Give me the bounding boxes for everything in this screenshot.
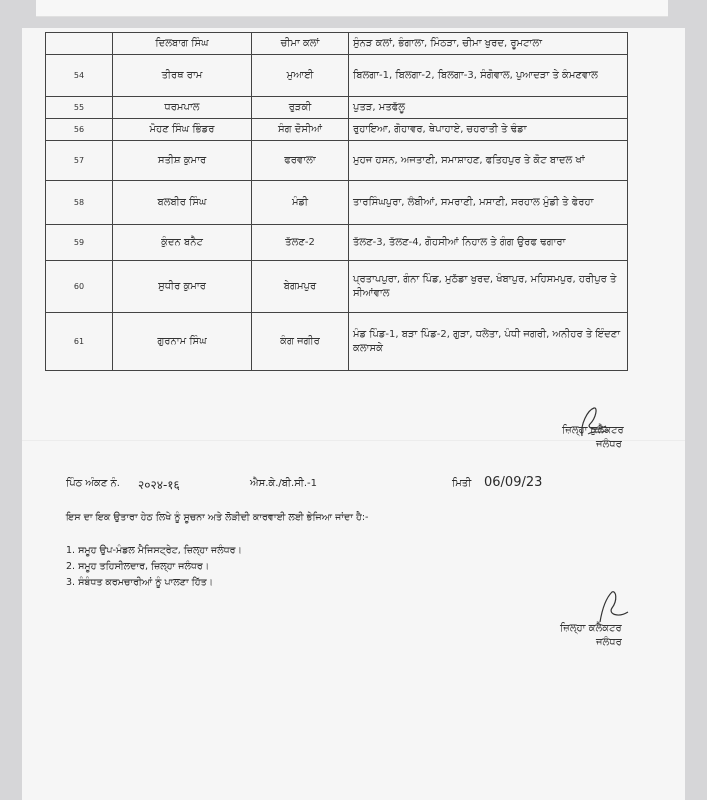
signature-place: ਜਲੰਧਰ xyxy=(596,439,622,450)
official-name: ਬਲਬੀਰ ਸਿੰਘ xyxy=(113,181,252,225)
official-name: ਗੁਰਨਾਮ ਸਿੰਘ xyxy=(113,313,252,371)
row-number: 59 xyxy=(46,225,113,261)
table-row xyxy=(46,33,628,55)
roster-table xyxy=(45,32,628,371)
villages-cell: ਤੱਲਣ-3, ਤੱਲਣ-4, ਗੋਹਸੀਆਂ ਨਿਹਾਲ ਤੇ ਗੰਗ ਉਰਫ ਢਗਾਰਾ xyxy=(349,225,628,261)
block-name: ਚੀਮਾ ਕਲਾਂ xyxy=(252,33,349,55)
recipient-list xyxy=(66,543,242,591)
date-label: ਮਿਤੀ xyxy=(452,478,472,489)
endorsement-label: ਪਿੰਠ ਅੰਕਣ ਨੰ. xyxy=(66,478,120,489)
villages-cell: ਸੁੰਨੜ ਕਲਾਂ, ਭੰਗਾਲਾ, ਮਿੰਠੜਾ, ਚੀਮਾ ਖੁਰਦ, ਰੂਮਟਾਲਾ xyxy=(349,33,628,55)
villages-cell: ਬਿਲਗਾ-1, ਬਿਲਗਾ-2, ਬਿਲਗਾ-3, ਸੰਗੋਵਾਲ, ਪੁਆਦੜਾ ਤੇ ਕੰਮਣਵਾਲ xyxy=(349,55,628,97)
table-row xyxy=(46,141,628,181)
villages-cell: ਤਾਰਸਿੰਘਪੁਰਾ, ਲੰਬੀਆਂ, ਸਮਰਾਣੀ, ਮਸਾਣੀ, ਸਰਹਾਲ ਮੁੰਡੀ ਤੇ ਫੇਰਹਾ xyxy=(349,181,628,225)
previous-page-strip xyxy=(36,0,668,17)
list-item: 3. ਸੰਬੰਧਤ ਕਰਮਚਾਰੀਆਂ ਨੂੰ ਪਾਲਣਾ ਹਿੱਤ। xyxy=(66,577,214,588)
block-name: ਤੱਲਣ-2 xyxy=(252,225,349,261)
row-number: 57 xyxy=(46,141,113,181)
official-name: ਤੀਰਥ ਰਾਮ xyxy=(113,55,252,97)
row-number: 58 xyxy=(46,181,113,225)
signature-title: ਜ਼ਿਲ੍ਹਾ ਕੁਲੈਕਟਰ xyxy=(562,425,624,436)
villages-cell: ਮੁਹਜ ਹਸਨ, ਅਜਤਾਣੀ, ਸਮਾਸ਼ਾਹਣ, ਫਤਿਹਪੁਰ ਤੇ ਕੋਟ ਬਾਦਲ ਖਾਂ xyxy=(349,141,628,181)
table-row xyxy=(46,313,628,371)
block-name: ਰੁੜਕੀ xyxy=(252,97,349,119)
block-name: ਮੁਆਈ xyxy=(252,55,349,97)
official-name: ਕੁੰਦਨ ਬਨੈਟ xyxy=(113,225,252,261)
signature-scribble xyxy=(574,404,614,440)
official-name: ਸਤੀਸ਼ ਕੁਮਾਰ xyxy=(113,141,252,181)
list-item: 2. ਸਮੂਹ ਤਹਿਸੀਲਦਾਰ, ਜ਼ਿਲ੍ਹਾ ਜਲੰਧਰ। xyxy=(66,561,210,572)
branch-code: ਐਸ.ਕੇ./ਬੀ.ਸੀ.-1 xyxy=(250,478,318,489)
signature-block xyxy=(560,622,622,650)
endorsement-line xyxy=(66,475,626,498)
row-number: 61 xyxy=(46,313,113,371)
distribution-intro: ਇਸ ਦਾ ਇਕ ਉਤਾਰਾ ਹੇਠ ਲਿਖੇ ਨੂੰ ਸੂਚਨਾ ਅਤੇ ਲੋੜੀਦੀ ਕਾਰਵਾਈ ਲਈ ਭੇਜਿਆ ਜਾਂਦਾ ਹੈ:- xyxy=(66,512,369,523)
table-row xyxy=(46,119,628,141)
list-item: 1. ਸਮੂਹ ਉਪ-ਮੰਡਲ ਮੈਜਿਸਟ੍ਰੇਟ, ਜ਼ਿਲ੍ਹਾ ਜਲੰਧਰ। xyxy=(66,545,242,556)
block-name: ਸੰਗ ਦੋਸੀਆਂ xyxy=(252,119,349,141)
signature-title: ਜ਼ਿਲ੍ਹਾ ਕਲੈਕਟਰ xyxy=(560,623,622,634)
official-name: ਦਿਲਬਾਗ ਸਿੰਘ xyxy=(113,33,252,55)
block-name: ਬੇਗਮਪੁਰ xyxy=(252,261,349,313)
block-name: ਫਰਵਾਲਾ xyxy=(252,141,349,181)
date-value: 06/09/23 xyxy=(484,475,543,490)
villages-cell: ਰੁਹਾਇਆ, ਗੋਹਾਵਰ, ਥੇਪਾਹਾਏ, ਚਹਰਾਤੀ ਤੇ ਢੰਡਾ xyxy=(349,119,628,141)
signature-block xyxy=(562,424,624,452)
block-name: ਕੰਗ ਜਗੀਰ xyxy=(252,313,349,371)
official-name: ਸੁਧੀਰ ਕੁਮਾਰ xyxy=(113,261,252,313)
villages-cell: ਪ੍ਰਤਾਪਪੁਰਾ, ਗੰਨਾ ਪਿੰਡ, ਮੁਠੱਡਾ ਖੁਰਦ, ਖੰਬਾਪੁਰ, ਮਹਿਸਮਪੁਰ, ਹਰੀਪੁਰ ਤੇ ਸੀਆਂਵਾਲ xyxy=(349,261,628,313)
signature-place: ਜਲੰਧਰ xyxy=(596,637,622,648)
villages-cell: ਮੰਡ ਪਿੰਡ-1, ਬੜਾ ਪਿੰਡ-2, ਗੁੜਾ, ਧਲੇਤਾ, ਪੰਧੀ ਜਗਰੀ, ਅਨੀਹਰ ਤੇ ਇੰਦਣਾ ਕਲਾਸਕੇ xyxy=(349,313,628,371)
row-number: 55 xyxy=(46,97,113,119)
table-row xyxy=(46,55,628,97)
villages-cell: ਪੁਤੜ, ਮਤਫੱਲੂ xyxy=(349,97,628,119)
official-name: ਧਰਮਪਾਲ xyxy=(113,97,252,119)
row-number xyxy=(46,33,113,55)
endorsement-number: २०२४-१६ xyxy=(138,478,180,492)
table-row xyxy=(46,181,628,225)
table-row xyxy=(46,225,628,261)
official-name: ਮੋਹਣ ਸਿੰਘ ਭਿੰਡਰ xyxy=(113,119,252,141)
row-number: 54 xyxy=(46,55,113,97)
block-name: ਮੰਡੀ xyxy=(252,181,349,225)
table-row xyxy=(46,261,628,313)
row-number: 60 xyxy=(46,261,113,313)
table-row xyxy=(46,97,628,119)
signature-scribble xyxy=(594,588,634,624)
row-number: 56 xyxy=(46,119,113,141)
